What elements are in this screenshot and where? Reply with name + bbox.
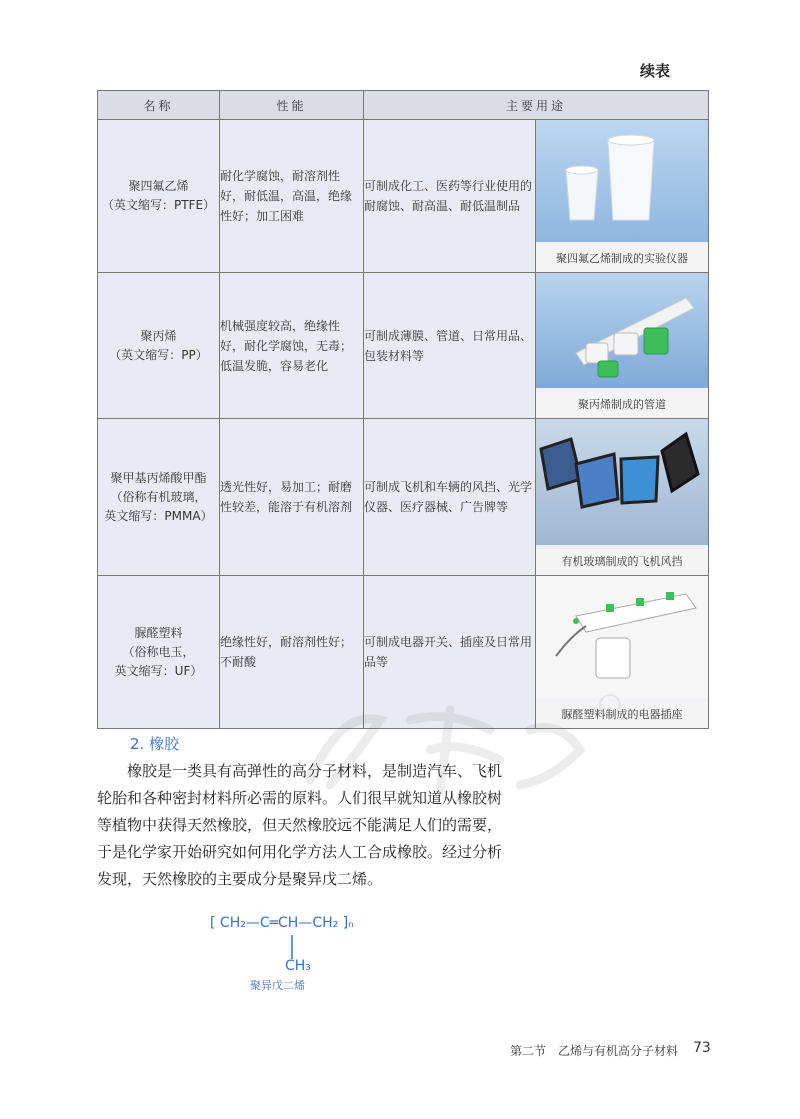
name-line: 聚甲基丙烯酸甲酯 [110, 470, 207, 485]
polymer-properties: 耐化学腐蚀，耐溶剂性好，耐低温，高温，绝缘性好；加工困难 [220, 120, 364, 273]
image-caption: 聚丙烯制成的管道 [536, 392, 708, 418]
polymer-image-cell [536, 273, 709, 419]
name-line: （俗称有机玻璃， [110, 489, 207, 504]
polymer-uses: 可制成化工、医药等行业使用的耐腐蚀、耐高温、耐低温制品 [364, 120, 536, 273]
polymer-properties: 机械强度较高，绝缘性好，耐化学腐蚀，无毒；低温发脆，容易老化 [220, 273, 364, 419]
power-strip-image [536, 576, 708, 702]
name-line: （英文缩写：PP） [109, 347, 208, 362]
table-row [98, 273, 709, 419]
header-uses: 主要用途 [364, 91, 709, 120]
header-name: 名称 [98, 91, 220, 120]
body-paragraph: 橡胶是一类具有高弹性的高分子材料，是制造汽车、飞机轮胎和各种密封材料所必需的原料。人们很早就知道从橡胶树等植物中获得天然橡胶，但天然橡胶远不能满足人们的需要，于是化学家开始研究如何用化学方法人工合成橡胶。经过分析发现，天然橡胶的主要成分是聚异戊二烯。 [97, 762, 503, 888]
table-row [98, 120, 709, 273]
header-properties: 性能 [220, 91, 364, 120]
polymer-image-cell [536, 120, 709, 273]
polymer-properties: 绝缘性好，耐溶剂性好；不耐酸 [220, 576, 364, 729]
continued-label: 续表 [640, 62, 671, 80]
formula-name: 聚异戊二烯 [250, 979, 305, 992]
name-line: 聚四氟乙烯 [128, 179, 189, 193]
polymer-image-cell [536, 419, 709, 576]
formula-methyl: CH₃ [285, 958, 311, 974]
polymer-uses: 可制成飞机和车辆的风挡、光学仪器、医疗器械、广告牌等 [364, 419, 536, 576]
polymer-table [97, 90, 709, 729]
name-line: 英文缩写：UF） [114, 663, 203, 678]
aircraft-windshield-image [536, 419, 708, 549]
name-line: （英文缩写：PTFE） [101, 198, 216, 212]
image-caption: 有机玻璃制成的飞机风挡 [536, 549, 708, 575]
pipes-image [536, 273, 708, 392]
polymer-name [98, 273, 220, 419]
structural-formula [210, 915, 410, 995]
name-line: 聚丙烯 [140, 328, 177, 343]
section-heading: 2. 橡胶 [130, 735, 180, 753]
name-line: 脲醛塑料 [134, 625, 183, 640]
bond-line [290, 935, 294, 959]
page-number: 73 [693, 1040, 711, 1056]
polymer-name [98, 419, 220, 576]
image-caption: 脲醛塑料制成的电器插座 [536, 702, 708, 728]
polymer-properties: 透光性好，易加工；耐磨性较差，能溶于有机溶剂 [220, 419, 364, 576]
polymer-uses: 可制成薄膜、管道、日常用品、包装材料等 [364, 273, 536, 419]
polymer-name [98, 120, 220, 273]
footer-chapter: 第二节 乙烯与有机高分子材料 [510, 1044, 679, 1058]
polymer-name [98, 576, 220, 729]
name-line: 英文缩写：PMMA） [104, 508, 213, 523]
table-row [98, 419, 709, 576]
lab-beakers-image [536, 120, 708, 246]
table-header-row [98, 91, 709, 120]
formula-chain: [ CH₂—C═CH—CH₂ ]ₙ [210, 915, 354, 931]
name-line: （俗称电玉， [122, 644, 195, 659]
polymer-uses: 可制成电器开关、插座及日常用品等 [364, 576, 536, 729]
image-caption: 聚四氟乙烯制成的实验仪器 [536, 246, 708, 272]
